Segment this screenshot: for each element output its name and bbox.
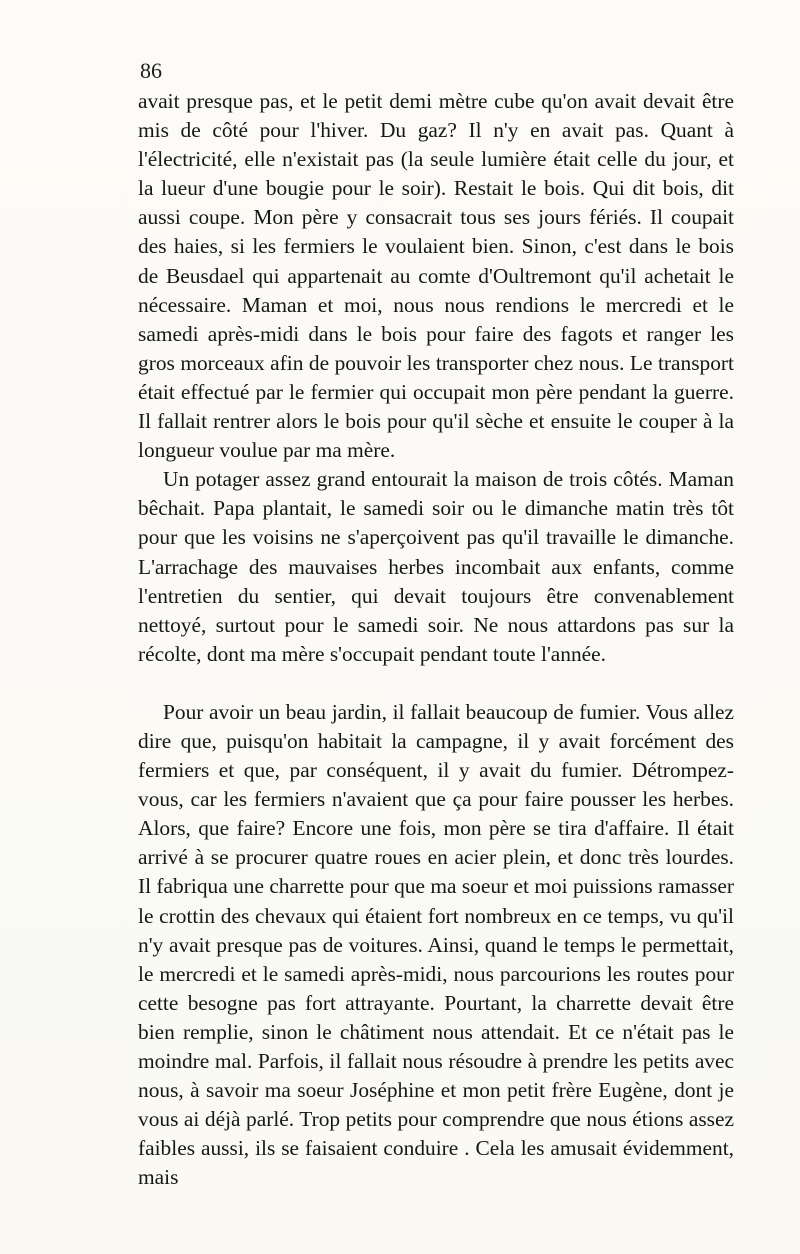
paragraph-firewood: avait presque pas, et le petit demi mètre cube qu'on avait devait être mis de côté pour l'hiver. Du gaz? Il n'y en avait pas. Quant à l'électricité, elle n'existait pas (la seule lumière était celle du jour, et la lueur d'une bougie pour le soir). Restait le bois. Qui dit bois, dit aussi coupe. Mon père y consacrait tous ses jours fériés. Il coupait des haies, si les fermiers le voulaient bien. Sinon, c'est dans le bois de Beusdael qui appartenait au comte d'Oultremont qu'il achetait le nécessaire. Maman et moi, nous nous rendions le mercredi et le samedi après-midi dans le bois pour faire des fagots et ranger les gros morceaux afin de pouvoir les transporter chez nous. Le transport était effectué par le fermier qui occupait mon père pendant la guerre. Il fallait rentrer alors le bois pour qu'il sèche et ensuite le couper à la longueur voulue par ma mère. bbox=[138, 89, 734, 463]
paragraph-manure-cart: Pour avoir un beau jardin, il fallait beaucoup de fumier. Vous allez dire que, puisqu'on habitait la campagne, il y avait forcément des fermiers et que, par conséquent, il y avait du fumier. Détrompez-vous, car les fermiers n'avaient que ça pour faire pousser les herbes. Alors, que faire? Encore une fois, mon père se tira d'affaire. Il était arrivé à se procurer quatre roues en acier plein, et donc très lourdes. Il fabriqua une charrette pour que ma soeur et moi puissions ramasser le crottin des chevaux qui étaient fort nombreux en ce temps, vu qu'il n'y avait presque pas de voitures. Ainsi, quand le temps le permettait, le mercredi et le samedi après-midi, nous parcourions les routes pour cette besogne pas fort attrayante. Pourtant, la charrette devait être bien remplie, sinon le châtiment nous attendait. Et ce n'était pas le moindre mal. Parfois, il fallait nous résoudre à prendre les petits avec nous, à savoir ma soeur Joséphine et mon petit frère Eugène, dont je vous ai déjà parlé. Trop petits pour comprendre que nous étions assez faibles aussi, ils se faisaient conduire . Cela les amusait évidemment, mais bbox=[138, 699, 734, 1190]
page-number: 86 bbox=[140, 58, 162, 83]
paragraph-vegetable-garden: Un potager assez grand entourait la maison de trois côtés. Maman bêchait. Papa plantait, le samedi soir ou le dimanche matin très tôt pour que les voisins ne s'aperçoivent pas qu'il travaille le dimanche. L'arrachage des mauvaises herbes incombait aux enfants, comme l'entretien du sentier, qui devait toujours être convenablement nettoyé, surtout pour le samedi soir. Ne nous attardons pas sur la récolte, dont ma mère s'occupait pendant toute l'année. bbox=[138, 467, 734, 666]
body-text bbox=[138, 87, 734, 1192]
